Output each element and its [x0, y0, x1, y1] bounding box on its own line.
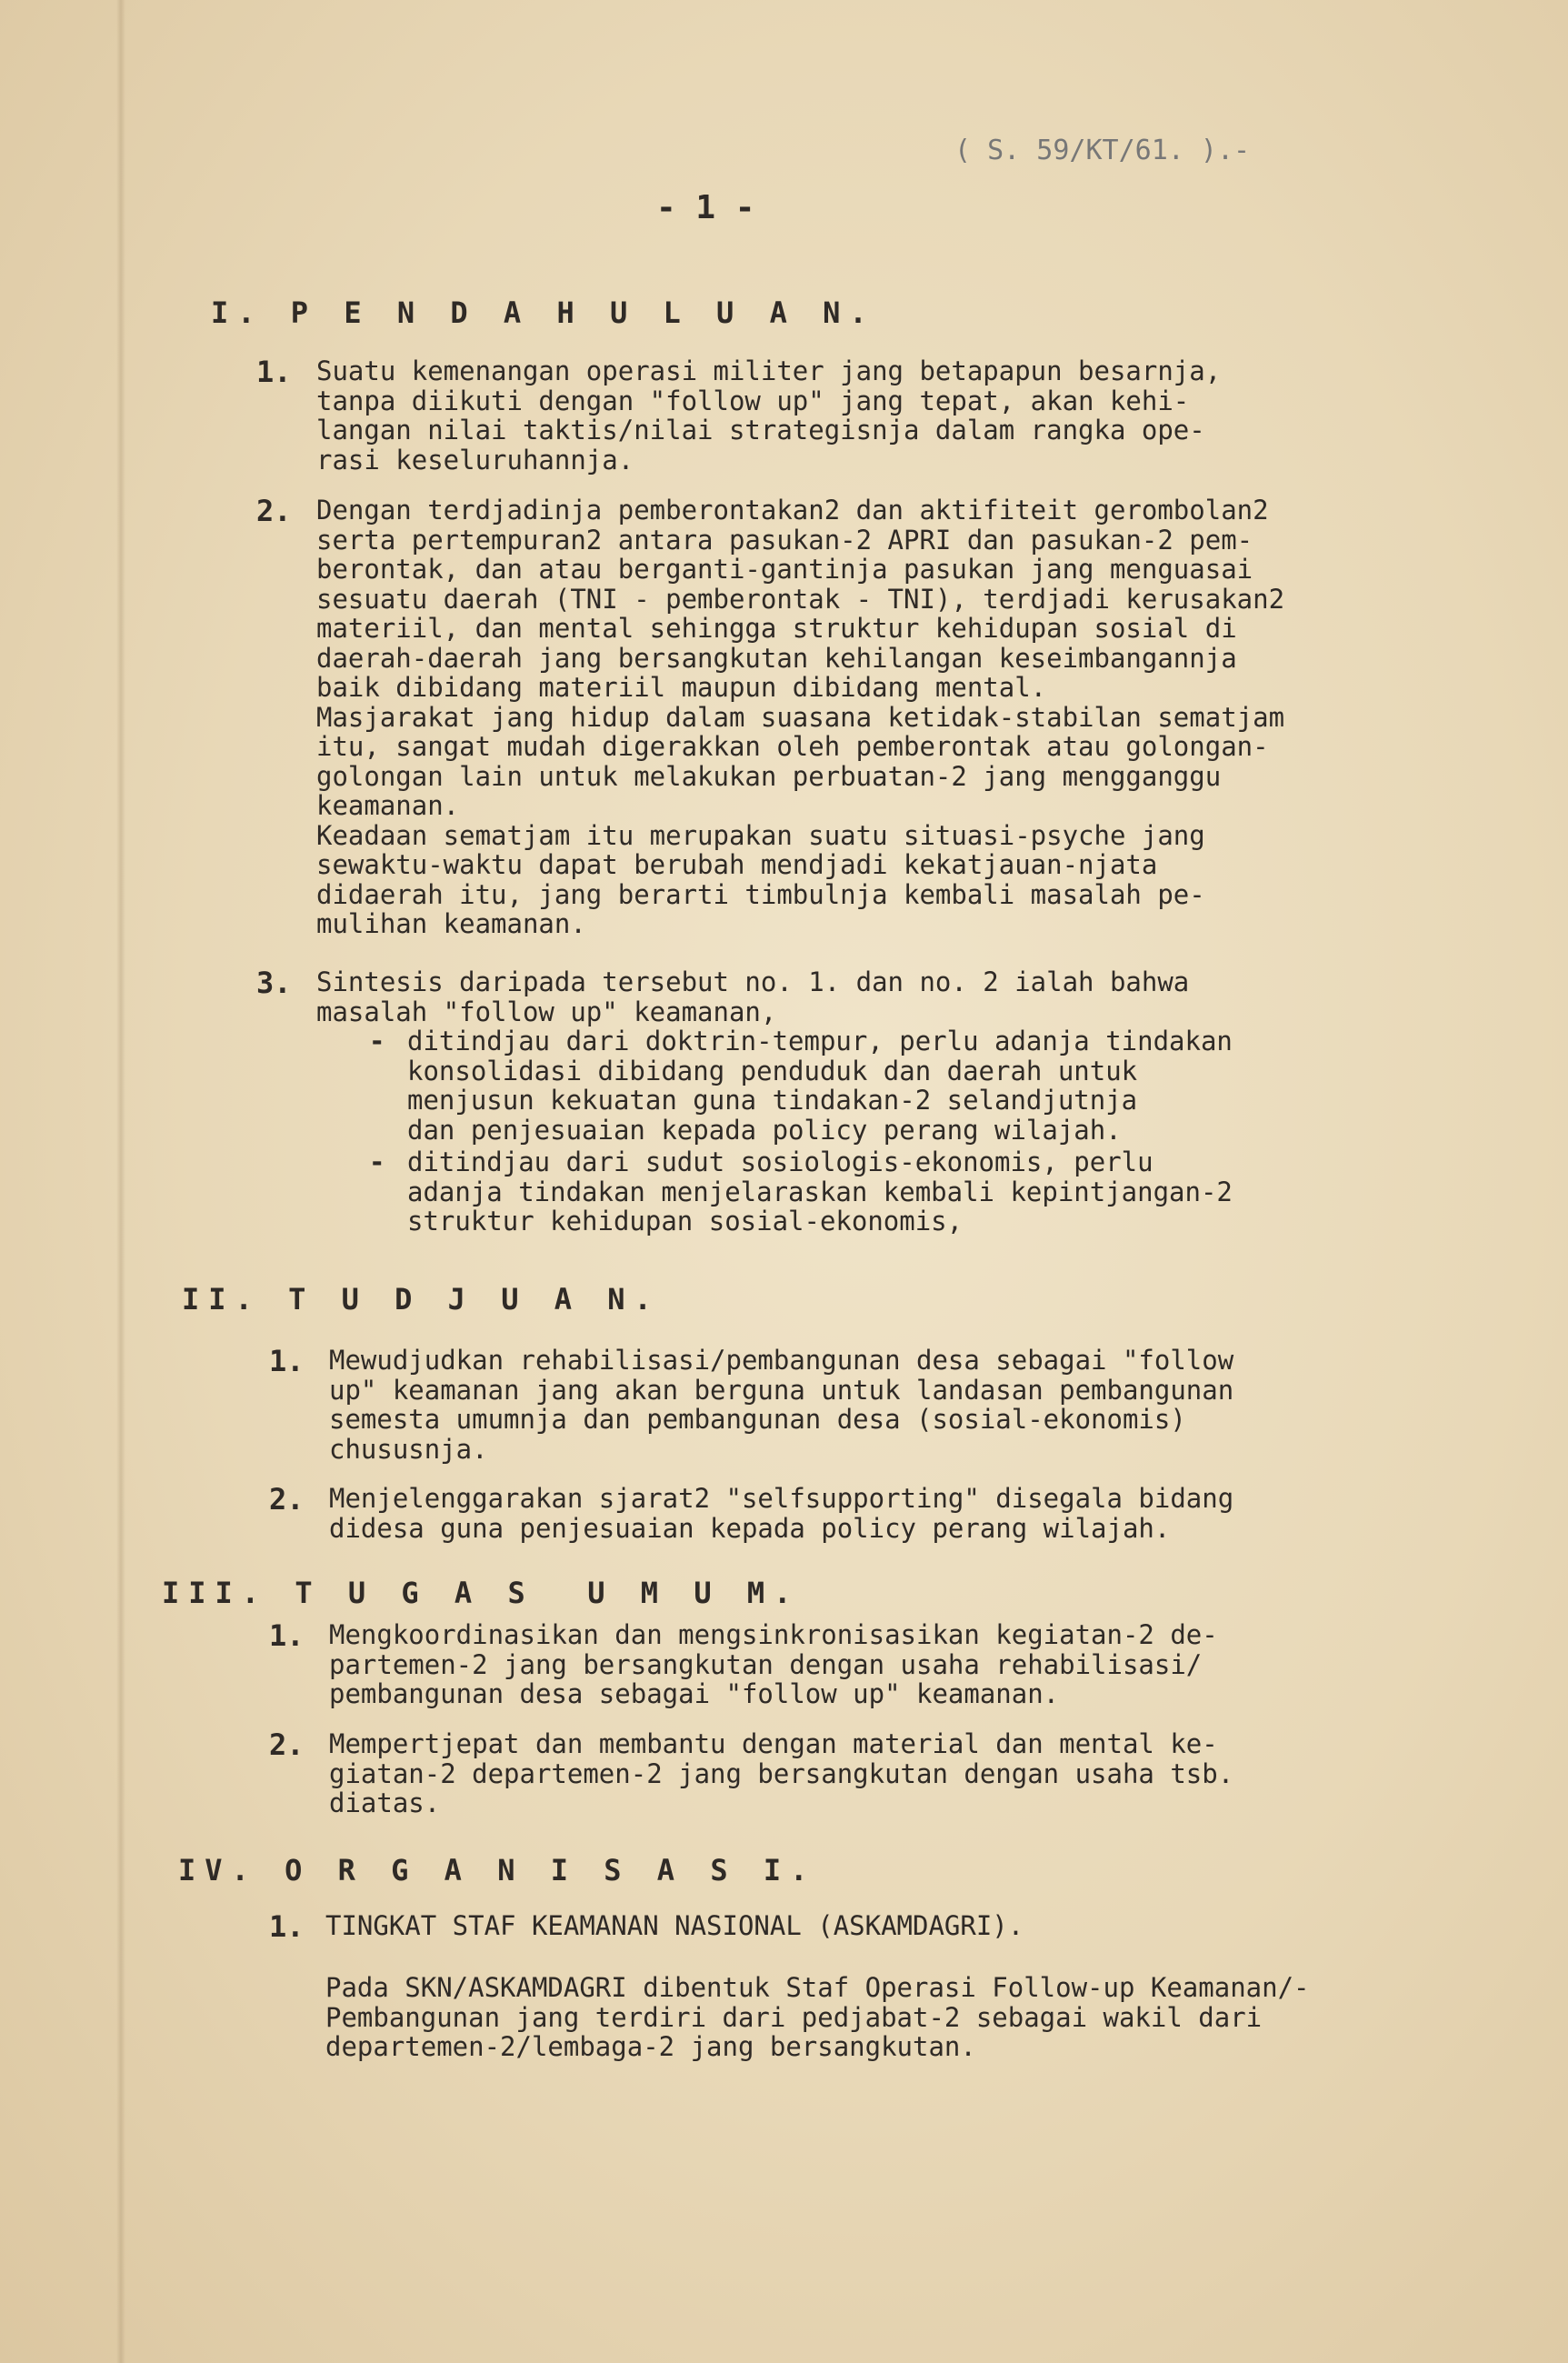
text-line: Mengkoordinasikan dan mengsinkronisasikan kegiatan-2 de-: [329, 1619, 1218, 1650]
section-heading: I. P E N D A H U L U A N.: [211, 295, 876, 330]
bullet-text: [407, 1147, 1233, 1237]
section-tudjuan: [182, 1282, 661, 1317]
text-line: didesa guna penjesuaian kepada policy perang wilajah.: [329, 1512, 1171, 1544]
text-line: partemen-2 jang bersangkutan dengan usaha rehabilisasi/: [329, 1648, 1203, 1680]
text-line: Keadaan sematjam itu merupakan suatu situasi-psyche jang: [316, 819, 1205, 851]
text-line: keamanan.: [316, 790, 460, 821]
item-text: [329, 1729, 1233, 1818]
text-line: rasi keseluruhannja.: [316, 444, 634, 476]
text-line: Sintesis daripada tersebut no. 1. dan no. 2 ialah bahwa: [316, 966, 1190, 997]
text-line: ditindjau dari doktrin-tempur, perlu adanja tindakan: [407, 1026, 1233, 1056]
item-number: 1.: [256, 355, 292, 389]
text-line: daerah-daerah jang bersangkutan kehilangan keseimbangannja: [316, 642, 1237, 674]
text-line: serta pertempuran2 antara pasukan-2 APRI dan pasukan-2 pem-: [316, 524, 1253, 556]
text-line: ditindjau dari sudut sosiologis-ekonomis, perlu: [407, 1146, 1154, 1177]
text-line: adanja tindakan menjelaraskan kembali kepintjangan-2: [407, 1176, 1233, 1207]
text-line: semesta umumnja dan pembangunan desa (sosial-ekonomis): [329, 1404, 1186, 1435]
text-line: sewaktu-waktu dapat berubah mendjadi kekatjauan-njata: [316, 849, 1158, 880]
item-number: 1.: [269, 1909, 305, 1944]
item-number: 2.: [256, 494, 292, 528]
bullet-dash: -: [369, 1026, 385, 1056]
text-line: berontak, dan atau berganti-gantinja pasukan jang menguasai: [316, 554, 1253, 585]
section-4-paragraph: [325, 1973, 1310, 2062]
text-line: departemen-2/lembaga-2 jang bersangkutan.: [325, 2031, 976, 2062]
item-text: [316, 496, 1284, 939]
section-heading: II. T U D J U A N.: [182, 1282, 661, 1317]
item-text: [329, 1620, 1218, 1709]
section-pendahuluan: [211, 295, 876, 330]
text-line: chususnja.: [329, 1433, 488, 1465]
text-line: Pada SKN/ASKAMDAGRI dibentuk Staf Operasi Follow-up Keamanan/-: [325, 1972, 1310, 2003]
text-line: giatan-2 departemen-2 jang bersangkutan dengan usaha tsb.: [329, 1757, 1234, 1789]
text-line: pembangunan desa sebagai "follow up" keamanan.: [329, 1678, 1060, 1709]
item-text: [316, 967, 1189, 1026]
item-number: 1.: [269, 1344, 305, 1378]
bullet-item: [369, 1147, 1460, 1238]
item-text: [329, 1346, 1233, 1464]
text-line: dan penjesuaian kepada policy perang wilajah.: [407, 1114, 1122, 1146]
text-line: materiil, dan mental sehingga struktur kehidupan sosial di: [316, 613, 1237, 644]
reference-number: ( S. 59/KT/61. ).-: [954, 135, 1251, 166]
text-line: konsolidasi dibidang penduduk dan daerah untuk: [407, 1055, 1138, 1086]
text-line: langan nilai taktis/nilai strategisnja dalam rangka ope-: [316, 415, 1205, 446]
item-number: 2.: [269, 1482, 305, 1517]
text-line: struktur kehidupan sosial-ekonomis,: [407, 1206, 964, 1237]
item-number: 2.: [269, 1727, 305, 1762]
bullet-text: [407, 1026, 1233, 1145]
text-line: Masjarakat jang hidup dalam suasana ketidak-stabilan sematjam: [316, 701, 1285, 733]
item-number: 3.: [256, 966, 292, 1000]
text-line: Dengan terdjadinja pemberontakan2 dan aktifiteit gerombolan2: [316, 495, 1269, 526]
section-heading: IV. O R G A N I S A S I.: [178, 1853, 817, 1887]
item-text: [316, 356, 1221, 475]
text-line: TINGKAT STAF KEAMANAN NASIONAL (ASKAMDAGRI).: [325, 1910, 1024, 1941]
bullet-item: [369, 1026, 1460, 1145]
text-line: Menjelenggarakan sjarat2 "selfsupporting" disegala bidang: [329, 1483, 1234, 1514]
text-line: baik dibidang materiil maupun dibidang mental.: [316, 672, 1047, 703]
text-line: itu, sangat mudah digerakkan oleh pemberontak atau golongan-: [316, 731, 1269, 762]
item-number: 1.: [269, 1618, 305, 1653]
item-text: [329, 1484, 1233, 1543]
section-tugas-umum: [162, 1576, 800, 1610]
text-line: golongan lain untuk melakukan perbuatan-2 jang mengganggu: [316, 760, 1222, 792]
text-line: sesuatu daerah (TNI - pemberontak - TNI), terdjadi kerusakan2: [316, 583, 1285, 615]
section-organisasi: [178, 1853, 816, 1887]
section-heading: III. T U G A S U M U M.: [162, 1576, 801, 1610]
text-line: tanpa diikuti dengan "follow up" jang tepat, akan kehi-: [316, 385, 1190, 416]
item-text: [325, 1911, 1024, 1941]
text-line: menjusun kekuatan guna tindakan-2 selandjutnja: [407, 1085, 1138, 1116]
text-line: masalah "follow up" keamanan,: [316, 996, 777, 1027]
text-line: Mewudjudkan rehabilisasi/pembangunan desa sebagai "follow: [329, 1345, 1234, 1376]
page-number: - 1 -: [656, 189, 755, 226]
text-line: Pembangunan jang terdiri dari pedjabat-2 sebagai wakil dari: [325, 2001, 1263, 2033]
text-line: up" keamanan jang akan berguna untuk landasan pembangunan: [329, 1374, 1234, 1406]
text-line: Mempertjepat dan membantu dengan material dan mental ke-: [329, 1728, 1218, 1759]
text-line: diatas.: [329, 1787, 441, 1818]
text-line: didaerah itu, jang berarti timbulnja kembali masalah pe-: [316, 878, 1205, 910]
text-line: mulihan keamanan.: [316, 908, 586, 939]
bullet-dash: -: [369, 1146, 385, 1177]
page-fold-shadow: [116, 0, 125, 2363]
text-line: Suatu kemenangan operasi militer jang betapapun besarnja,: [316, 355, 1222, 386]
